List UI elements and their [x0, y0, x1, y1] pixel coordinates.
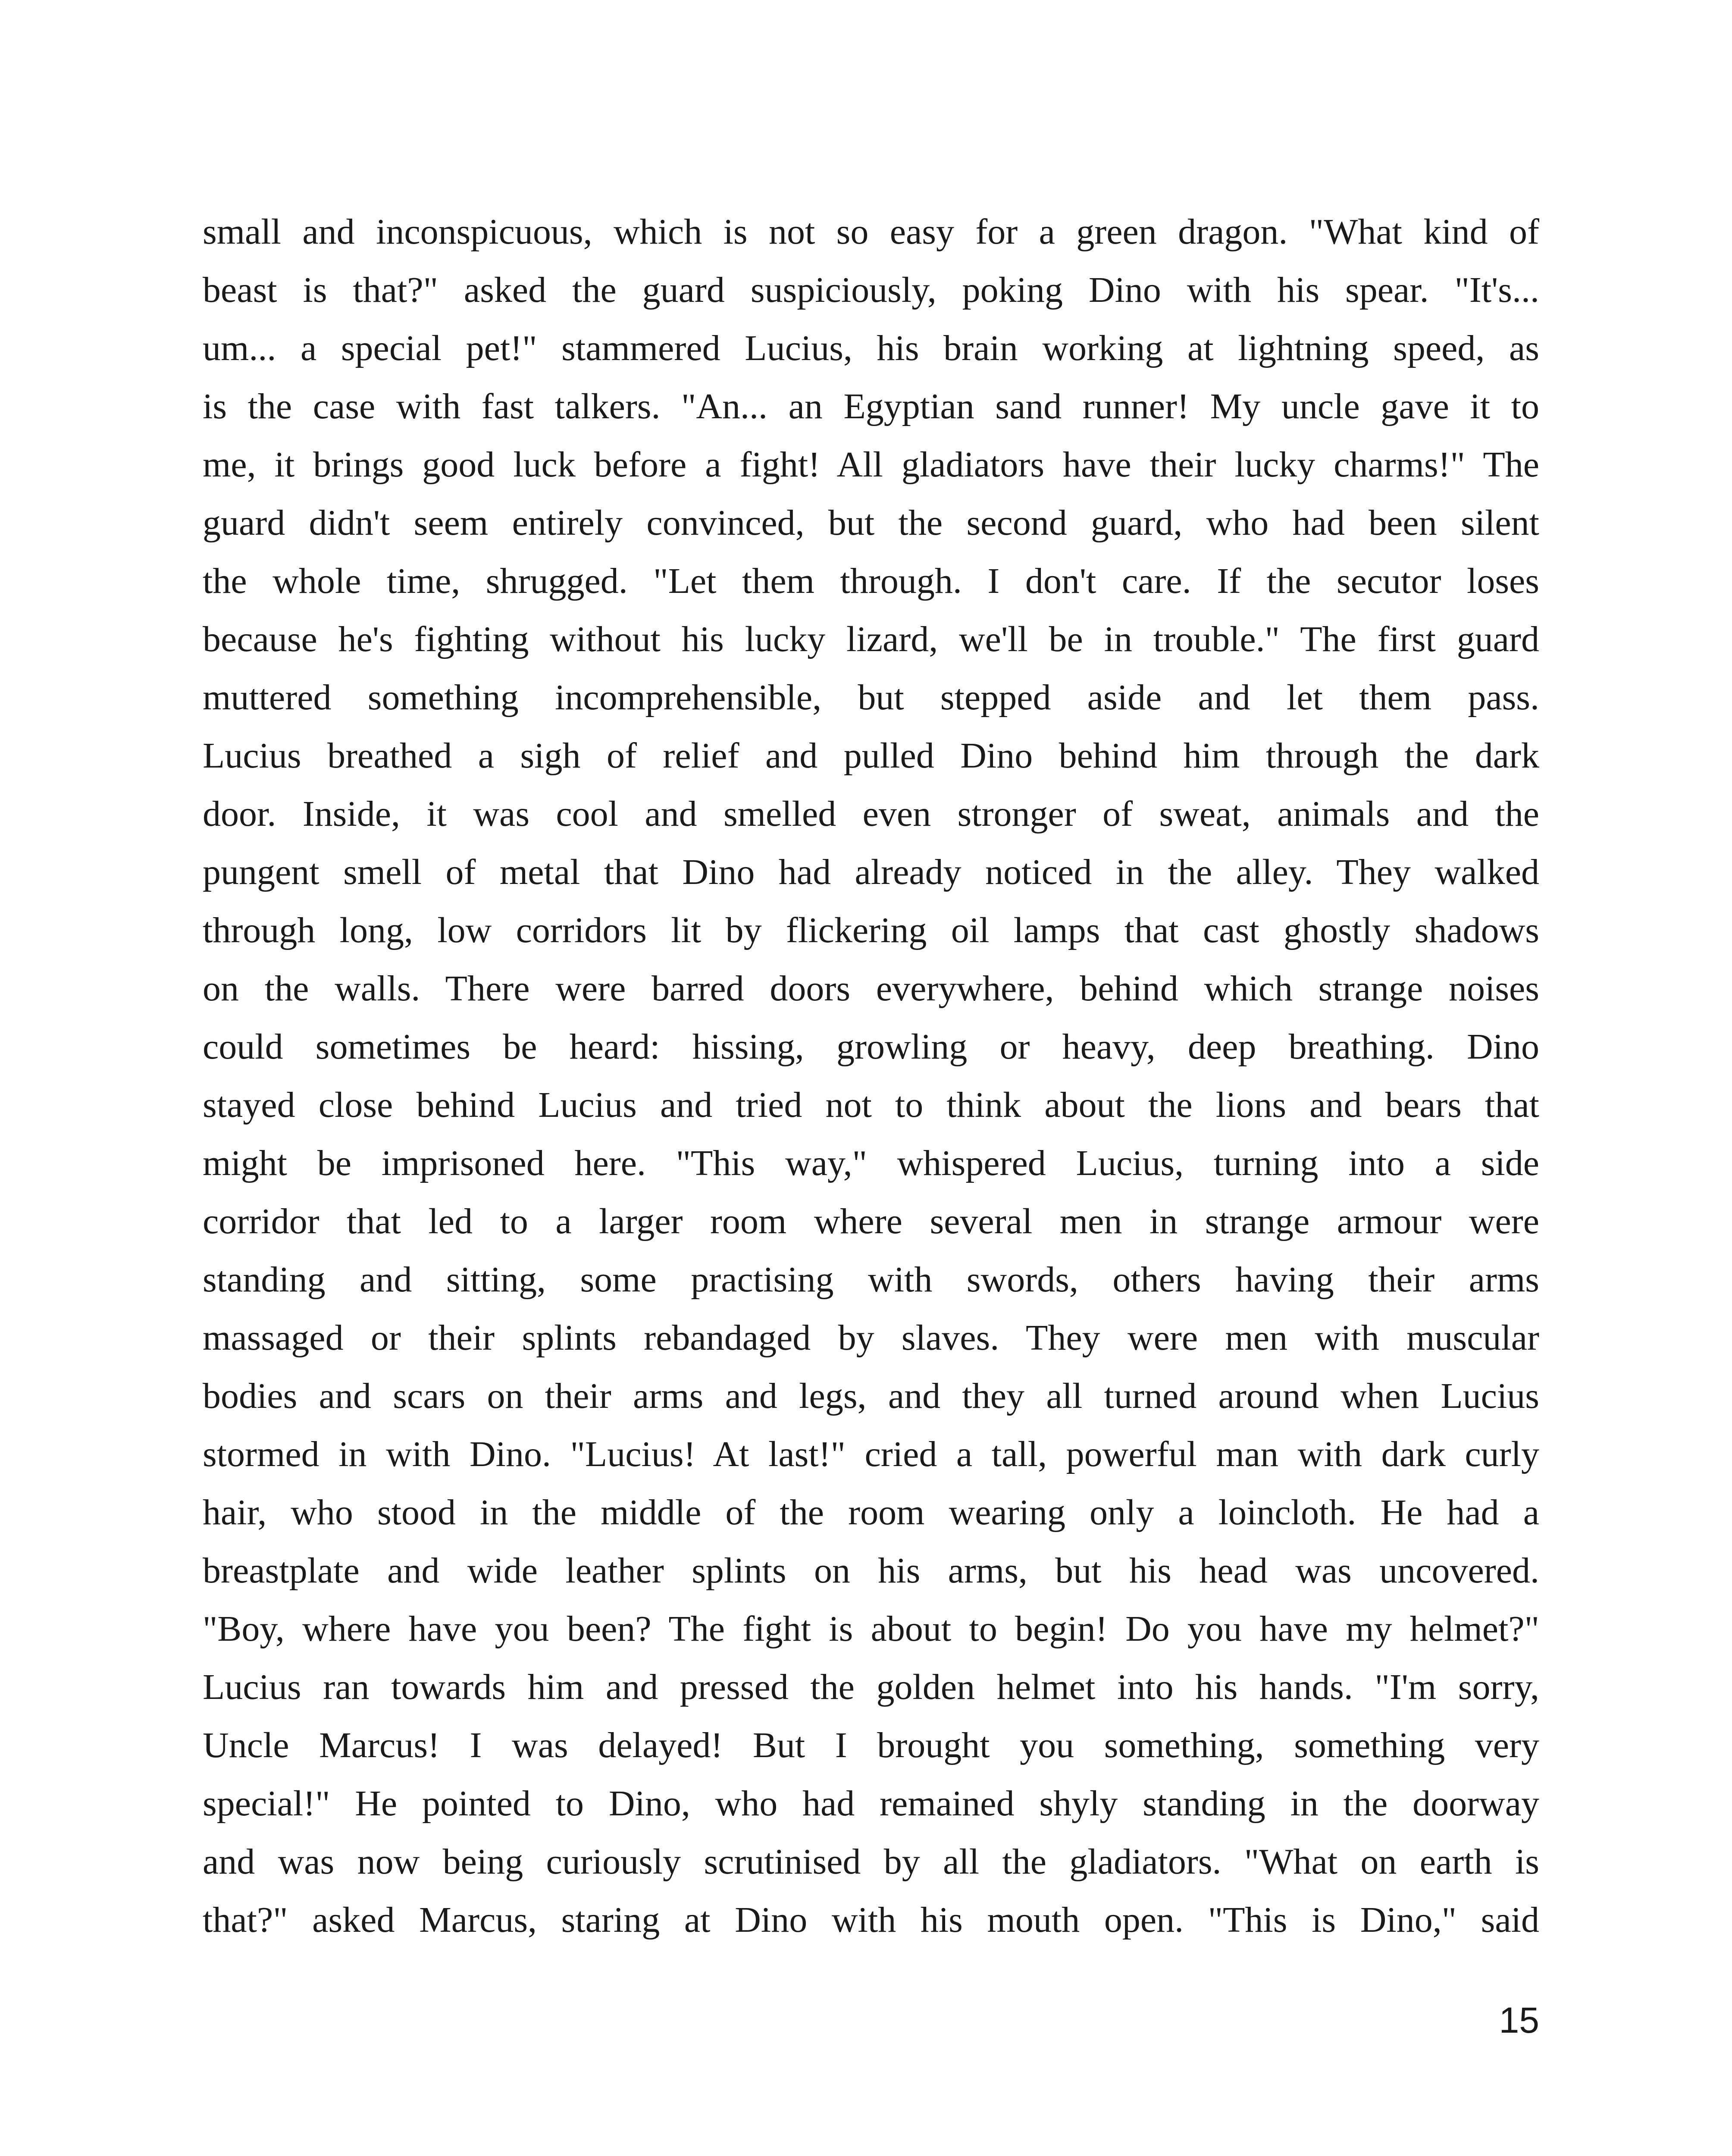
text-line: guard didn't seem entirely convinced, but the second guard, who had been silent: [203, 503, 1539, 543]
text-line: "Boy, where have you been? The fight is about to begin! Do you have my helmet?": [203, 1609, 1539, 1649]
text-line: stayed close behind Lucius and tried not to think about the lions and bears that: [203, 1085, 1539, 1125]
text-line: um... a special pet!" stammered Lucius, his brain working at lightning speed, as: [203, 328, 1539, 368]
text-line: that?" asked Marcus, staring at Dino with his mouth open. "This is Dino," said: [203, 1900, 1539, 1940]
text-line: the whole time, shrugged. "Let them through. I don't care. If the secutor loses: [203, 561, 1539, 601]
text-line: could sometimes be heard: hissing, growling or heavy, deep breathing. Dino: [203, 1027, 1539, 1067]
text-line: and was now being curiously scrutinised by all the gladiators. "What on earth is: [203, 1842, 1539, 1882]
text-line: massaged or their splints rebandaged by slaves. They were men with muscular: [203, 1318, 1539, 1358]
page-number: 15: [1499, 2000, 1539, 2040]
text-line: beast is that?" asked the guard suspiciously, poking Dino with his spear. "It's...: [203, 270, 1539, 310]
body-text: [203, 203, 1539, 1949]
text-line: Uncle Marcus! I was delayed! But I brought you something, something very: [203, 1725, 1539, 1765]
text-line: is the case with fast talkers. "An... an Egyptian sand runner! My uncle gave it to: [203, 386, 1539, 426]
text-line: might be imprisoned here. "This way," whispered Lucius, turning into a side: [203, 1143, 1539, 1183]
text-line: through long, low corridors lit by flickering oil lamps that cast ghostly shadows: [203, 910, 1539, 950]
text-line: bodies and scars on their arms and legs, and they all turned around when Lucius: [203, 1376, 1539, 1416]
text-line: Lucius breathed a sigh of relief and pulled Dino behind him through the dark: [203, 736, 1539, 776]
text-line: small and inconspicuous, which is not so easy for a green dragon. "What kind of: [203, 212, 1539, 252]
text-line: door. Inside, it was cool and smelled even stronger of sweat, animals and the: [203, 794, 1539, 834]
text-line: pungent smell of metal that Dino had already noticed in the alley. They walked: [203, 852, 1539, 892]
text-line: me, it brings good luck before a fight! All gladiators have their lucky charms!" The: [203, 445, 1539, 485]
text-line: stormed in with Dino. "Lucius! At last!" cried a tall, powerful man with dark curly: [203, 1434, 1539, 1474]
text-line: muttered something incomprehensible, but stepped aside and let them pass.: [203, 677, 1539, 718]
text-line: because he's fighting without his lucky lizard, we'll be in trouble." The first guard: [203, 619, 1539, 659]
text-line: hair, who stood in the middle of the room wearing only a loincloth. He had a: [203, 1492, 1539, 1532]
text-line: Lucius ran towards him and pressed the golden helmet into his hands. "I'm sorry,: [203, 1667, 1539, 1707]
text-line: on the walls. There were barred doors everywhere, behind which strange noises: [203, 968, 1539, 1009]
text-line: standing and sitting, some practising with swords, others having their arms: [203, 1260, 1539, 1300]
text-line: corridor that led to a larger room where several men in strange armour were: [203, 1201, 1539, 1241]
text-line: special!" He pointed to Dino, who had remained shyly standing in the doorway: [203, 1783, 1539, 1824]
text-line: breastplate and wide leather splints on his arms, but his head was uncovered.: [203, 1551, 1539, 1591]
